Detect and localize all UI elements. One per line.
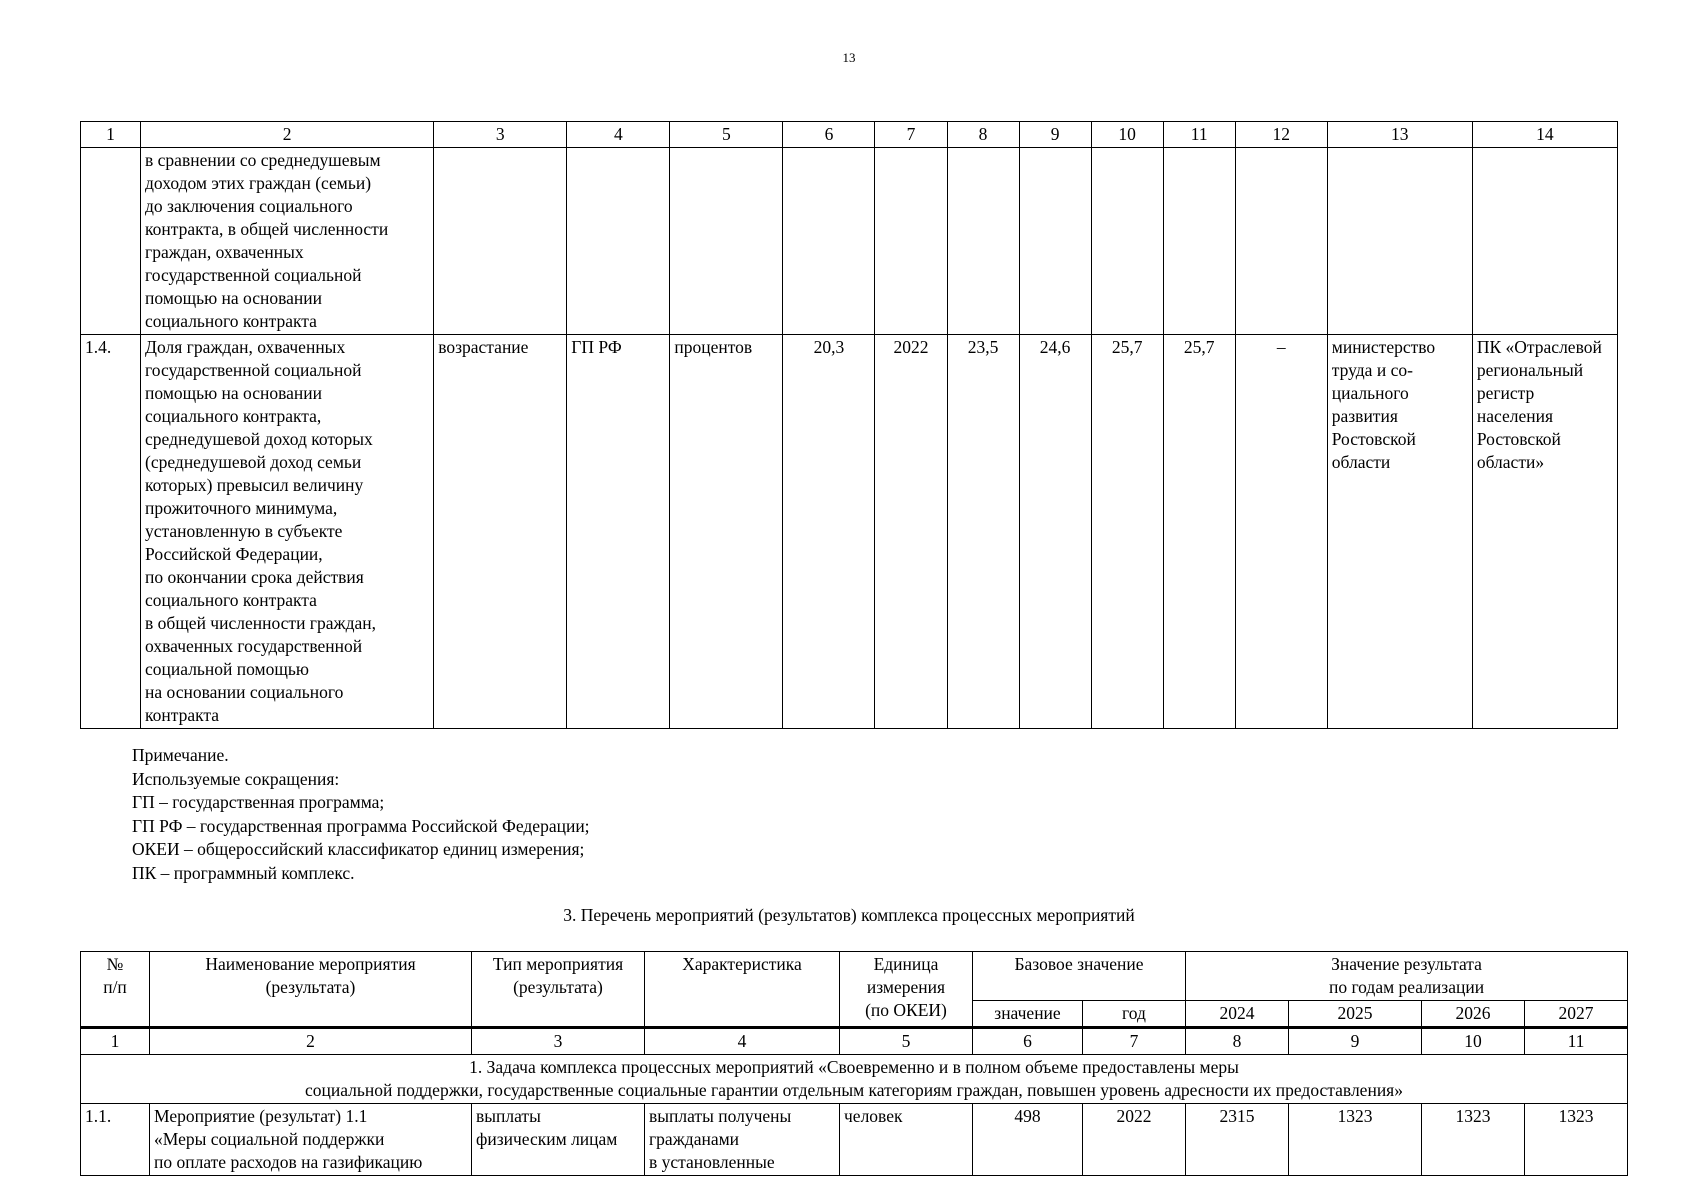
header-base: Базовое значение (973, 952, 1186, 1001)
unit-cell: процентов (670, 335, 783, 729)
table-cell-empty (434, 148, 567, 335)
header-row (81, 952, 1628, 1001)
text-line: которых) превысил величину (145, 475, 364, 495)
column-number: 13 (1327, 122, 1472, 148)
header-year: 2027 (1525, 1001, 1628, 1028)
table-cell-empty (875, 148, 947, 335)
column-number-row (81, 122, 1618, 148)
text-line: (результата) (265, 977, 356, 997)
text-line: среднедушевой доход которых (145, 429, 373, 449)
text-line: помощью на основании (145, 288, 323, 308)
text-line: контракта (145, 705, 220, 725)
header-year: 2024 (1186, 1001, 1289, 1028)
row-number: 1.4. (81, 335, 141, 729)
indicators-table (80, 121, 1618, 729)
value-cell: 25,7 (1091, 335, 1163, 729)
text-line: (среднедушевой доход семьи (145, 452, 362, 472)
indicator-name (141, 335, 434, 729)
column-number: 1 (81, 122, 141, 148)
table-cell-empty (783, 148, 875, 335)
text-line: социальной помощью (145, 659, 309, 679)
column-number: 12 (1235, 122, 1327, 148)
text-line: граждан, охваченных (145, 242, 304, 262)
column-number: 14 (1472, 122, 1617, 148)
text-line: развития (1331, 406, 1398, 426)
column-number: 5 (840, 1028, 973, 1055)
column-number: 10 (1091, 122, 1163, 148)
level-cell: ГП РФ (567, 335, 670, 729)
column-number: 2 (141, 122, 434, 148)
text-line: «Меры социальной поддержки (154, 1129, 385, 1149)
value-cell: 1323 (1289, 1104, 1422, 1176)
text-line: до заключения социального (145, 196, 353, 216)
row-number: 1.1. (81, 1104, 150, 1176)
section-title: 3. Перечень мероприятий (результатов) комплекса процессных мероприятий (563, 905, 1135, 925)
value-cell: – (1235, 335, 1327, 729)
column-number: 11 (1525, 1028, 1628, 1055)
text-line: (по ОКЕИ) (865, 1000, 947, 1020)
text-line: труда и со- (1331, 360, 1413, 380)
text-line: Наименование мероприятия (205, 954, 416, 974)
text-line: в общей численности граждан, (145, 613, 377, 633)
column-number: 6 (973, 1028, 1083, 1055)
text-line: доходом этих граждан (семьи) (145, 173, 372, 193)
table-cell-empty (567, 148, 670, 335)
table-cell-empty (1472, 148, 1617, 335)
column-number: 10 (1422, 1028, 1525, 1055)
table-cell-empty (1163, 148, 1235, 335)
note-line: ОКЕИ – общероссийский классификатор единиц измерения; (132, 839, 585, 859)
indicator-name-continued (141, 148, 434, 335)
text-line: Значение результата (1331, 954, 1482, 974)
table-row (81, 148, 1618, 335)
header-result (1186, 952, 1628, 1001)
note-line: ГП – государственная программа; (132, 792, 385, 812)
column-number: 1 (81, 1028, 150, 1055)
table-cell-empty (1327, 148, 1472, 335)
text-line: выплаты получены (649, 1106, 792, 1126)
text-line: № (106, 954, 124, 974)
text-line: социального контракта, (145, 406, 322, 426)
text-line: на основании социального (145, 682, 344, 702)
text-line: контракта, в общей численности (145, 219, 389, 239)
column-number: 7 (1083, 1028, 1186, 1055)
text-line: министерство (1331, 337, 1436, 357)
column-number: 5 (670, 122, 783, 148)
text-line: гражданами (649, 1129, 740, 1149)
base-value-cell: 20,3 (783, 335, 875, 729)
text-line: области» (1476, 452, 1545, 472)
text-line: выплаты (476, 1106, 541, 1126)
text-line: прожиточного минимума, (145, 498, 338, 518)
column-number: 9 (1019, 122, 1091, 148)
text-line: Единица (873, 954, 939, 974)
column-number: 7 (875, 122, 947, 148)
text-line: в сравнении со среднедушевым (145, 150, 381, 170)
text-line: социального контракта (145, 590, 317, 610)
value-cell: 24,6 (1019, 335, 1091, 729)
text-line: населения (1476, 406, 1554, 426)
text-line: по оплате расходов на газификацию (154, 1152, 423, 1172)
column-number: 8 (1186, 1028, 1289, 1055)
note-line: Используемые сокращения: (132, 768, 340, 789)
measures-table (80, 951, 1628, 1176)
task-title (81, 1055, 1628, 1104)
text-line: по окончании срока действия (145, 567, 364, 587)
text-line: региональный (1476, 360, 1584, 380)
header-base-value: значение (973, 1001, 1083, 1028)
text-line: 1. Задача комплекса процессных мероприятий «Своевременно и в полном объеме предоставлены меры (469, 1057, 1239, 1077)
text-line: социального контракта (145, 311, 317, 331)
header-base-year: год (1083, 1001, 1186, 1028)
text-line: Ростовской (1476, 429, 1561, 449)
text-line: циального (1331, 383, 1409, 403)
column-number: 8 (947, 122, 1019, 148)
table-row (81, 1104, 1628, 1176)
measure-name (150, 1104, 472, 1176)
note-line: ПК – программный комплекс. (132, 862, 355, 883)
text-line: ПК «Отраслевой (1476, 337, 1602, 357)
measure-type (472, 1104, 645, 1176)
table-cell-empty (1235, 148, 1327, 335)
text-line: Доля граждан, охваченных (145, 337, 346, 357)
header-type (472, 952, 645, 1028)
text-line: охваченных государственной (145, 636, 363, 656)
task-row (81, 1055, 1628, 1104)
column-number: 6 (783, 122, 875, 148)
value-cell: 1323 (1525, 1104, 1628, 1176)
column-number: 3 (434, 122, 567, 148)
table-cell-empty (1091, 148, 1163, 335)
column-number: 11 (1163, 122, 1235, 148)
text-line: государственной социальной (145, 265, 362, 285)
value-cell: 25,7 (1163, 335, 1235, 729)
text-line: государственной социальной (145, 360, 362, 380)
base-value-cell: 498 (973, 1104, 1083, 1176)
text-line: в установленные (649, 1152, 775, 1172)
text-line: регистр (1476, 383, 1535, 403)
text-line: п/п (103, 977, 127, 997)
measure-characteristic (645, 1104, 840, 1176)
base-year-cell: 2022 (1083, 1104, 1186, 1176)
text-line: помощью на основании (145, 383, 323, 403)
page-number: 13 (842, 50, 856, 65)
value-cell: 23,5 (947, 335, 1019, 729)
column-number: 3 (472, 1028, 645, 1055)
header-year: 2026 (1422, 1001, 1525, 1028)
column-number: 9 (1289, 1028, 1422, 1055)
measure-unit: человек (840, 1104, 973, 1176)
value-cell: 2315 (1186, 1104, 1289, 1176)
text-line: (результата) (513, 977, 603, 997)
text-line: установленную в субъекте (145, 521, 343, 541)
header-unit (840, 952, 973, 1028)
table-row (81, 335, 1618, 729)
base-year-cell: 2022 (875, 335, 947, 729)
header-year: 2025 (1289, 1001, 1422, 1028)
note-line: ГП РФ – государственная программа Российской Федерации; (132, 815, 590, 836)
text-line: Мероприятие (результат) 1.1 (154, 1106, 368, 1126)
text-line: измерения (866, 977, 946, 997)
table-cell-empty (947, 148, 1019, 335)
text-line: Ростовской (1331, 429, 1416, 449)
text-line: социальной поддержки, государственные социальные гарантии отдельным категориям граждан, повышен уровень адресности их предоставления» (305, 1080, 1403, 1100)
text-line: по годам реализации (1328, 977, 1485, 997)
column-number: 2 (150, 1028, 472, 1055)
table-cell-empty (670, 148, 783, 335)
notes (132, 744, 590, 885)
column-number: 4 (645, 1028, 840, 1055)
header-number (81, 952, 150, 1028)
text-line: области (1331, 452, 1391, 472)
value-cell: 1323 (1422, 1104, 1525, 1176)
responsible-cell (1327, 335, 1472, 729)
column-number: 4 (567, 122, 670, 148)
text-line: физическим лицам (476, 1129, 618, 1149)
note-line: Примечание. (132, 745, 229, 765)
table-cell-empty (1019, 148, 1091, 335)
info-system-cell (1472, 335, 1617, 729)
header-characteristic: Характеристика (645, 952, 840, 1028)
text-line: Российской Федерации, (145, 544, 323, 564)
column-number-row (81, 1028, 1628, 1055)
table-cell-empty (81, 148, 141, 335)
trend-cell: возрастание (434, 335, 567, 729)
text-line: Тип мероприятия (492, 954, 624, 974)
header-name (150, 952, 472, 1028)
